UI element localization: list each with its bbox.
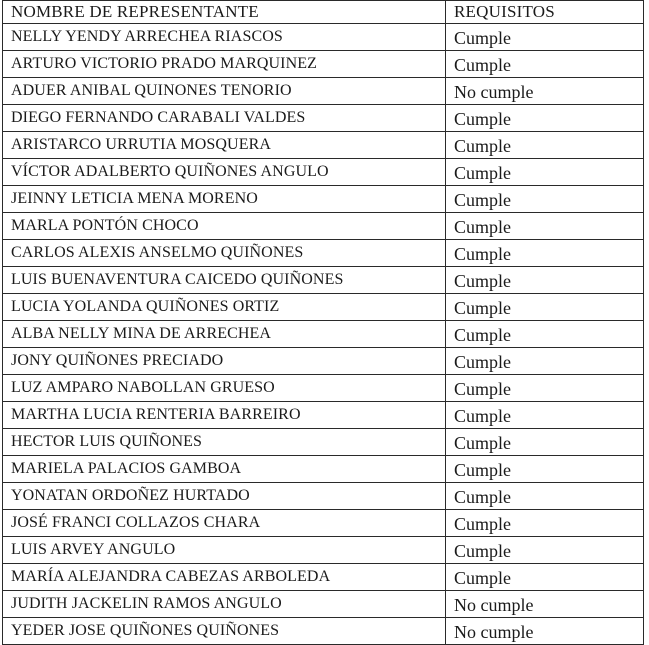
requirement-status: Cumple xyxy=(446,51,644,78)
table-row xyxy=(3,321,644,348)
requirement-status: Cumple xyxy=(446,564,644,591)
requirement-status: No cumple xyxy=(446,591,644,618)
table-row xyxy=(3,186,644,213)
table-row xyxy=(3,267,644,294)
representative-name: YONATAN ORDOÑEZ HURTADO xyxy=(3,483,446,510)
representative-name: MARIELA PALACIOS GAMBOA xyxy=(3,456,446,483)
representative-name: HECTOR LUIS QUIÑONES xyxy=(3,429,446,456)
representative-name: NELLY YENDY ARRECHEA RIASCOS xyxy=(3,24,446,51)
table-row xyxy=(3,402,644,429)
requirement-status: Cumple xyxy=(446,267,644,294)
table-header xyxy=(3,1,644,24)
representative-name: CARLOS ALEXIS ANSELMO QUIÑONES xyxy=(3,240,446,267)
table-row xyxy=(3,240,644,267)
header-name: NOMBRE DE REPRESENTANTE xyxy=(3,1,446,24)
requirement-status: No cumple xyxy=(446,618,644,645)
representative-name: JEINNY LETICIA MENA MORENO xyxy=(3,186,446,213)
representative-name: JOSÉ FRANCI COLLAZOS CHARA xyxy=(3,510,446,537)
requirement-status: Cumple xyxy=(446,483,644,510)
representative-name: MARÍA ALEJANDRA CABEZAS ARBOLEDA xyxy=(3,564,446,591)
representative-name: ADUER ANIBAL QUINONES TENORIO xyxy=(3,78,446,105)
representative-name: VÍCTOR ADALBERTO QUIÑONES ANGULO xyxy=(3,159,446,186)
table-body xyxy=(3,24,644,645)
table-row xyxy=(3,294,644,321)
table-row xyxy=(3,51,644,78)
table-row xyxy=(3,24,644,51)
header-row xyxy=(3,1,644,24)
table-row xyxy=(3,564,644,591)
table-row xyxy=(3,618,644,645)
requirement-status: Cumple xyxy=(446,510,644,537)
table-row xyxy=(3,78,644,105)
requirement-status: Cumple xyxy=(446,105,644,132)
requirement-status: Cumple xyxy=(446,294,644,321)
representative-name: MARTHA LUCIA RENTERIA BARREIRO xyxy=(3,402,446,429)
table-row xyxy=(3,510,644,537)
requirement-status: Cumple xyxy=(446,132,644,159)
representative-name: LUZ AMPARO NABOLLAN GRUESO xyxy=(3,375,446,402)
table-row xyxy=(3,429,644,456)
representative-name: JUDITH JACKELIN RAMOS ANGULO xyxy=(3,591,446,618)
representative-name: JONY QUIÑONES PRECIADO xyxy=(3,348,446,375)
requirement-status: Cumple xyxy=(446,348,644,375)
requirement-status: Cumple xyxy=(446,321,644,348)
representatives-table xyxy=(2,0,644,645)
representative-name: YEDER JOSE QUIÑONES QUIÑONES xyxy=(3,618,446,645)
requirement-status: Cumple xyxy=(446,186,644,213)
representative-name: LUCIA YOLANDA QUIÑONES ORTIZ xyxy=(3,294,446,321)
representative-name: ARISTARCO URRUTIA MOSQUERA xyxy=(3,132,446,159)
requirement-status: Cumple xyxy=(446,537,644,564)
representative-name: DIEGO FERNANDO CARABALI VALDES xyxy=(3,105,446,132)
representative-name: MARLA PONTÓN CHOCO xyxy=(3,213,446,240)
representative-name: LUIS ARVEY ANGULO xyxy=(3,537,446,564)
table-row xyxy=(3,456,644,483)
table-row xyxy=(3,537,644,564)
representative-name: LUIS BUENAVENTURA CAICEDO QUIÑONES xyxy=(3,267,446,294)
requirement-status: Cumple xyxy=(446,402,644,429)
representative-name: ARTURO VICTORIO PRADO MARQUINEZ xyxy=(3,51,446,78)
requirement-status: No cumple xyxy=(446,78,644,105)
table-row xyxy=(3,348,644,375)
table-row xyxy=(3,483,644,510)
header-requirements: REQUISITOS xyxy=(446,1,644,24)
table-row xyxy=(3,375,644,402)
table-row xyxy=(3,591,644,618)
requirement-status: Cumple xyxy=(446,159,644,186)
requirement-status: Cumple xyxy=(446,375,644,402)
requirement-status: Cumple xyxy=(446,240,644,267)
requirement-status: Cumple xyxy=(446,456,644,483)
table-row xyxy=(3,132,644,159)
requirement-status: Cumple xyxy=(446,429,644,456)
requirement-status: Cumple xyxy=(446,213,644,240)
representative-name: ALBA NELLY MINA DE ARRECHEA xyxy=(3,321,446,348)
table-row xyxy=(3,159,644,186)
table-row xyxy=(3,105,644,132)
table-row xyxy=(3,213,644,240)
requirement-status: Cumple xyxy=(446,24,644,51)
